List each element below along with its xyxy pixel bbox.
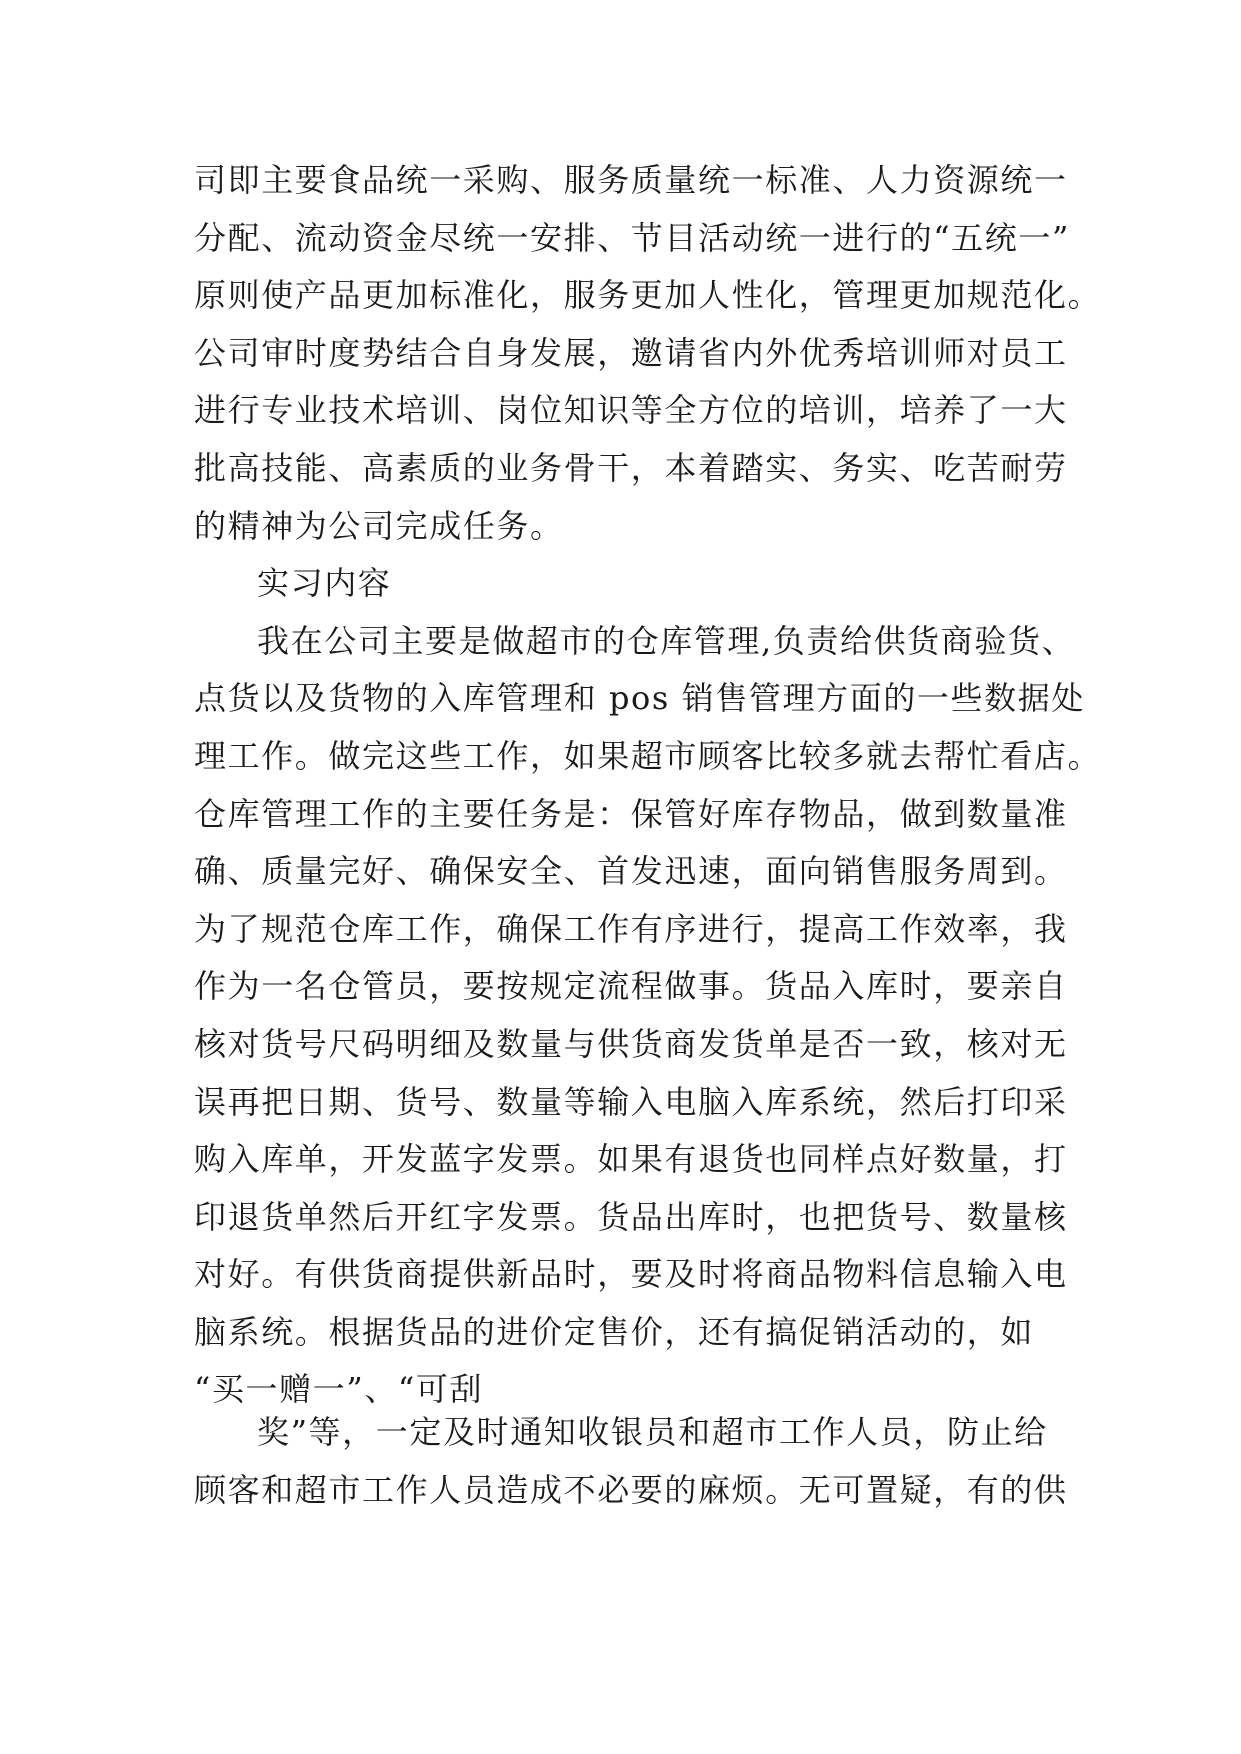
paragraph-first-line: 奖”等，一定及时通知收银员和超市工作人员，防止给 xyxy=(257,1413,1048,1451)
text-line: 误再把日期、货号、数量等输入电脑入库系统，然后打印采 xyxy=(194,1082,1068,1121)
text-line: 理工作。做完这些工作，如果超市顾客比较多就去帮忙看店。 xyxy=(194,736,1102,775)
text-line: 确、质量完好、确保安全、首发迅速，面向销售服务周到。 xyxy=(194,852,1068,891)
text-line: 为了规范仓库工作，确保工作有序进行，提高工作效率，我 xyxy=(194,909,1068,948)
text-line: 顾客和超市工作人员造成不必要的麻烦。无可置疑，有的供 xyxy=(194,1470,1068,1509)
text-line: 脑系统。根据货品的进价定售价，还有搞促销活动的，如 xyxy=(194,1312,1035,1351)
section-heading: 实习内容 xyxy=(257,564,392,603)
text-block-2 xyxy=(194,1404,1074,1519)
text-line: 公司审时度势结合自身发展，邀请省内外优秀培训师对员工 xyxy=(194,333,1068,372)
paragraph-first-line: 我在公司主要是做超市的仓库管理,负责给供货商验货、 xyxy=(257,621,1076,660)
text-line: 点货以及货物的入库管理和 pos 销售管理方面的一些数据处 xyxy=(194,679,1085,718)
text-line: 购入库单，开发蓝字发票。如果有退货也同样点好数量，打 xyxy=(194,1140,1068,1179)
text-line: 的精神为公司完成任务。 xyxy=(194,506,564,545)
text-line: 核对货号尺码明细及数量与供货商发货单是否一致，核对无 xyxy=(194,1024,1068,1063)
text-line: 分配、流动资金尽统一安排、节目活动统一进行的“五统一” xyxy=(194,218,1070,257)
text-line: 进行专业技术培训、岗位知识等全方位的培训，培养了一大 xyxy=(194,391,1068,430)
text-line: 对好。有供货商提供新品时，要及时将商品物料信息输入电 xyxy=(194,1255,1068,1294)
text-line: 仓库管理工作的主要任务是：保管好库存物品，做到数量准 xyxy=(194,794,1068,833)
text-line: 印退货单然后开红字发票。货品出库时，也把货号、数量核 xyxy=(194,1197,1068,1236)
text-block-1 xyxy=(194,152,1102,1419)
text-line: 作为一名仓管员，要按规定流程做事。货品入库时，要亲自 xyxy=(194,967,1068,1006)
text-line: “买一赠一”、“可刮 xyxy=(194,1370,484,1409)
text-line: 司即主要食品统一采购、服务质量统一标准、人力资源统一 xyxy=(194,161,1068,199)
text-line: 批高技能、高素质的业务骨干，本着踏实、务实、吃苦耐劳 xyxy=(194,448,1068,487)
text-line: 原则使产品更加标准化，服务更加人性化，管理更加规范化。 xyxy=(194,276,1102,315)
